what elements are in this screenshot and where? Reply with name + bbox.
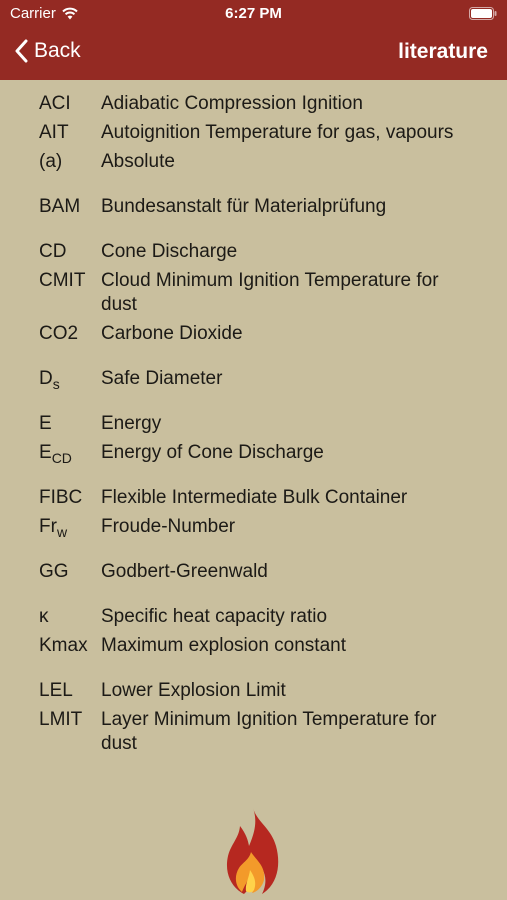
abbreviation: LEL bbox=[39, 680, 73, 701]
definition: Cloud Minimum Ignition Temperature for dust bbox=[101, 270, 439, 315]
definition: Adiabatic Compression Ignition bbox=[101, 93, 363, 114]
abbreviation: E bbox=[39, 413, 52, 434]
list-item bbox=[0, 515, 507, 539]
definition: Flexible Intermediate Bulk Container bbox=[101, 487, 408, 508]
abbreviation: FIBC bbox=[39, 487, 83, 508]
abbreviation: CD bbox=[39, 241, 67, 262]
list-item bbox=[0, 195, 507, 219]
list-item bbox=[0, 679, 507, 703]
back-label: Back bbox=[34, 39, 81, 62]
definition: Specific heat capacity ratio bbox=[101, 606, 328, 627]
definition: Energy bbox=[101, 413, 162, 434]
definition: Godbert-Greenwald bbox=[101, 561, 268, 582]
list-item bbox=[0, 441, 507, 465]
abbreviation: $Fr_w$ bbox=[39, 516, 68, 540]
list-item bbox=[0, 708, 507, 756]
back-button[interactable] bbox=[14, 39, 81, 63]
list-item bbox=[0, 605, 507, 629]
nav-row bbox=[0, 28, 507, 80]
definition: Froude-Number bbox=[101, 516, 236, 537]
definition: Carbone Dioxide bbox=[101, 323, 243, 344]
list-item bbox=[0, 367, 507, 391]
definition: Lower Explosion Limit bbox=[101, 680, 286, 701]
definition: Bundesanstalt für Materialprüfung bbox=[101, 196, 387, 217]
definition: Safe Diameter bbox=[101, 368, 223, 389]
list-item bbox=[0, 92, 507, 116]
list-item bbox=[0, 560, 507, 584]
definition: Cone Discharge bbox=[101, 241, 238, 262]
carrier-label: Carrier bbox=[10, 5, 56, 22]
status-bar bbox=[0, 0, 507, 28]
abbreviation: $E_{CD}$ bbox=[39, 442, 72, 466]
list-item bbox=[0, 412, 507, 436]
abbreviation: CMIT bbox=[39, 270, 86, 291]
scroll-fade bbox=[0, 780, 507, 802]
abbreviation: Kmax bbox=[39, 635, 88, 656]
definition: Energy of Cone Discharge bbox=[101, 442, 324, 463]
abbreviation: (a) bbox=[39, 151, 63, 172]
definition: Absolute bbox=[101, 151, 175, 172]
abbreviation: κ bbox=[39, 606, 49, 627]
abbreviation: ACI bbox=[39, 93, 71, 114]
abbreviation-list bbox=[0, 92, 507, 761]
list-item bbox=[0, 486, 507, 510]
abbreviation: GG bbox=[39, 561, 69, 582]
abbreviation: CO2 bbox=[39, 323, 79, 344]
chevron-left-icon bbox=[14, 39, 28, 63]
status-time: 6:27 PM bbox=[225, 5, 282, 22]
page-title: literature bbox=[398, 40, 488, 63]
navigation-bar bbox=[0, 0, 507, 80]
list-item bbox=[0, 322, 507, 346]
flame-logo-icon bbox=[222, 806, 284, 896]
abbreviation: AIT bbox=[39, 122, 69, 143]
battery-icon bbox=[469, 7, 497, 24]
list-item bbox=[0, 150, 507, 174]
abbreviation: LMIT bbox=[39, 709, 83, 730]
abbreviation-list-scroll[interactable] bbox=[0, 80, 507, 802]
list-item bbox=[0, 240, 507, 264]
list-item bbox=[0, 121, 507, 145]
abbreviation: BAM bbox=[39, 196, 81, 217]
list-item bbox=[0, 634, 507, 658]
abbreviation: $D_s$ bbox=[39, 368, 60, 392]
definition: Maximum explosion constant bbox=[101, 635, 346, 656]
definition: Autoignition Temperature for gas, vapours bbox=[101, 122, 454, 143]
definition: Layer Minimum Ignition Temperature for dust bbox=[101, 709, 437, 754]
list-item bbox=[0, 269, 507, 317]
